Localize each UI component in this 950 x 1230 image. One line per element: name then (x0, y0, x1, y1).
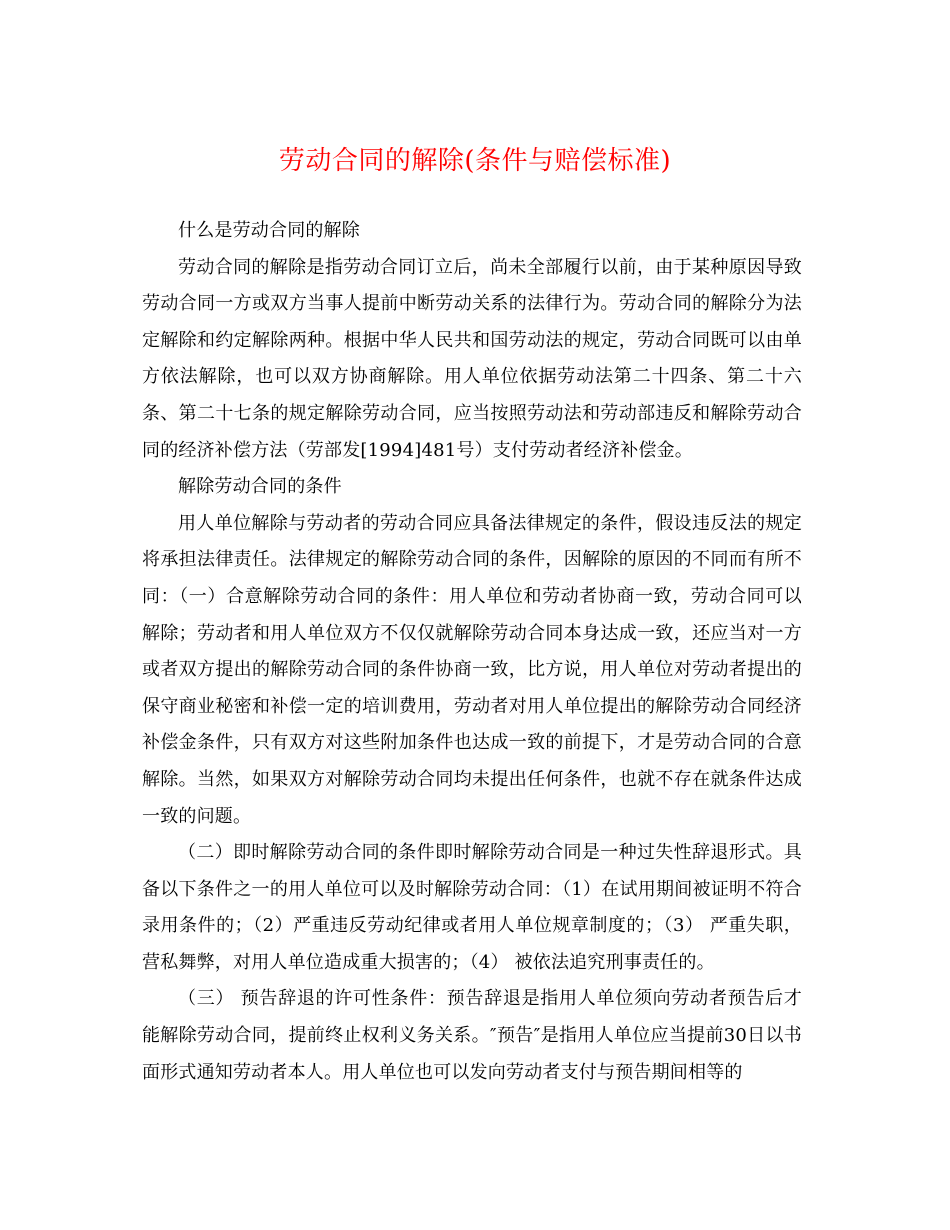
section-heading-conditions: 解除劳动合同的条件 (178, 476, 342, 498)
paragraph-immediate-termination: （二）即时解除劳动合同的条件即时解除劳动合同是一种过失性辞退形式。具备以下条件之一的用人单位可以及时解除劳动合同：（1）在试用期间被证明不符合录用条件的；（2）严重违反劳动纪律或者用人单位规章制度的；（3） 严重失职，营私舞弊，对用人单位造成重大损害的；（4） 被依法追究刑事责任的。 (142, 842, 802, 973)
paragraph-conditions: 用人单位解除与劳动者的劳动合同应具备法律规定的条件，假设违反法的规定将承担法律责任。法律规定的解除劳动合同的条件，因解除的原因的不同而有所不同：（一）合意解除劳动合同的条件：用人单位和劳动者协商一致，劳动合同可以解除；劳动者和用人单位双方不仅仅就解除劳动合同本身达成一致，还应当对一方或者双方提出的解除劳动合同的条件协商一致，比方说，用人单位对劳动者提出的保守商业秘密和补偿一定的培训费用，劳动者对用人单位提出的解除劳动合同经济补偿金条件，只有双方对这些附加条件也达成一致的前提下，才是劳动合同的合意解除。当然，如果双方对解除劳动合同均未提出任何条件，也就不存在就条件达成一致的问题。 (142, 512, 802, 827)
document-title: 劳动合同的解除(条件与赔偿标准) (278, 146, 672, 176)
paragraph-definition: 劳动合同的解除是指劳动合同订立后，尚未全部履行以前，由于某种原因导致劳动合同一方或双方当事人提前中断劳动关系的法律行为。劳动合同的解除分为法定解除和约定解除两种。根据中华人民共和国劳动法的规定，劳动合同既可以由单方依法解除，也可以双方协商解除。用人单位依据劳动法第二十四条、第二十六条、第二十七条的规定解除劳动合同，应当按照劳动法和劳动部违反和解除劳动合同的经济补偿方法（劳部发[1994]481号）支付劳动者经济补偿金。 (142, 256, 802, 461)
section-heading-definition: 什么是劳动合同的解除 (178, 220, 360, 241)
document-body (142, 213, 802, 1091)
paragraph-notice-dismissal: （三） 预告辞退的许可性条件：预告辞退是指用人单位须向劳动者预告后才能解除劳动合同，提前终止权利义务关系。″预告″是指用人单位应当提前30日以书面形式通知劳动者本人。用人单位也可以发向劳动者支付与预告期间相等的 (142, 988, 802, 1083)
